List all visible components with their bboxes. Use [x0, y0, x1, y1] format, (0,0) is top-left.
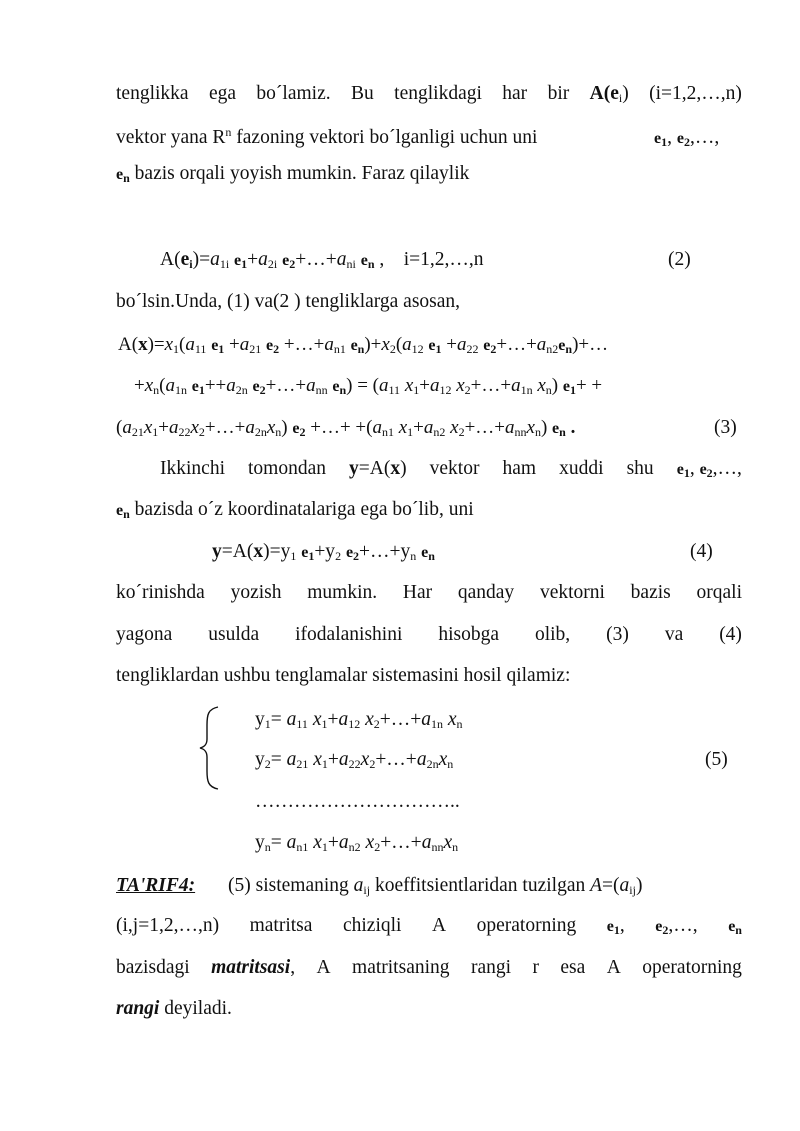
equation-number-5: (5)	[705, 749, 728, 770]
text: vektor yana R	[116, 127, 226, 148]
equation-number-4: (4)	[690, 541, 713, 562]
subscript: n	[123, 171, 130, 185]
equation-5-row4: $y_n= a_{n1}$ $x_1+a_{n2}$ $x_2+\dots+a_{nn}x_n$	[255, 832, 459, 854]
text: bazis orqali yoyish mumkin. Faraz qilaylik	[129, 163, 470, 184]
basis-vectors: $e_1$, $e_2,\dots$,	[654, 127, 720, 149]
word: tenglikka	[116, 83, 189, 104]
equation-5-row2: $y_2= a_{21}$ $x_1+a_{22}x_2+\dots+a_{2n}x_n$	[255, 749, 454, 771]
paragraph3-line3: tengliklardan ushbu tenglamalar sistemasini hosil qilamiz:	[116, 665, 571, 686]
term-matritsasi: matritsasi,	[211, 957, 296, 978]
equation-number-3: (3)	[714, 417, 737, 438]
definition-line1	[116, 874, 742, 898]
word: tenglikdagi	[394, 83, 482, 104]
intro-line: bo´lsin.Unda, (1) va(2 ) tengliklarga asosan,	[116, 291, 461, 312]
equation-3-line1: $A(x)=x_1(a_{11}$ $e_1 +a_{21}$ $e_2$ $+\dots+a_{n1}$ $e_n)+x_2(a_{12}$ $e_1 +a_{22}$ $e_2+\dots+a_{n2}e_n)+\dots$	[118, 334, 609, 356]
word: bo´lamiz.	[256, 83, 331, 104]
word: har	[502, 83, 528, 104]
word: bir	[547, 83, 570, 104]
definition-label: TA'RIF4:	[116, 875, 196, 896]
word: ega	[208, 83, 237, 104]
operator-a-ei: $A(e_i)$	[589, 83, 629, 105]
equation-4: $y=A(x)=y_1$ $e_1+y_2$ $e_2+\dots+y_n$ $e_n$	[212, 541, 435, 563]
term-rangi: rangi	[116, 998, 160, 1019]
definition-text: (5) sistemaning $a_{ij}$ koeffitsientlaridan tuzilgan $A=(a_{ij})$	[228, 875, 643, 897]
equation-2: $A(e_i)=a_{1i}$ $e_1+a_{2i}$ $e_2+\dots+a_{ni}$ $e_n$ , i=1,2,…,n	[160, 249, 484, 271]
equation-5-dots: …………………………..	[255, 791, 460, 812]
definition-line3: bazisdagi matritsasi, A matritsaning rangi r esa A operatorning	[116, 957, 742, 978]
basis-vectors: $e_1$, $e_2,\dots$,	[676, 458, 742, 480]
word: Bu	[351, 83, 374, 104]
left-brace-icon	[198, 705, 220, 791]
equation-number-2: (2)	[668, 249, 691, 270]
text: fazoning vektori bo´lganligi uchun uni	[231, 127, 538, 148]
basis-e2: $e_2,\dots$,	[655, 915, 698, 937]
paragraph2-line1: Ikkinchi tomondan y=A(x) vektor ham xuddi shu $e_1$, $e_2,\dots$,	[160, 458, 742, 480]
equation-3-line2: $+x_n(a_{1n}$ $e_1++a_{2n}$ $e_2+\dots+a_{nn}$ $e_n) = (a_{11}$ $x_1+a_{12}$ $x_2+\dots+a_{1n}$ $x_n$) $e_1+$ +	[134, 375, 603, 397]
superscript: n	[225, 125, 232, 139]
basis-en: $e_n$	[728, 918, 742, 937]
definition-line4	[116, 997, 742, 1021]
equation-5-row1: $y_1= a_{11}$ $x_1+a_{12}$ $x_2+\dots+a_{1n}$ $x_n$	[255, 709, 463, 731]
paragraph1-line1	[116, 82, 742, 106]
equation-3-line3: $(a_{21}x_1+a_{22}x_2+\dots+a_{2n}x_n)$ $e_2$ +…+ $+(a_{n1}$ $x_1+a_{n2}$ $x_2+\dots+a_{nn}x_n$) $e_n$ .	[116, 417, 576, 439]
word: (i=1,2,…,n)	[649, 83, 742, 104]
vector: e	[116, 166, 124, 183]
y-equals-ax: y=A(x)	[349, 458, 407, 479]
paragraph3-line2: yagona usulda ifodalanishini hisobga olib, (3) va (4)	[116, 624, 742, 645]
paragraph1-line3	[116, 162, 742, 187]
text: deyiladi.	[159, 998, 232, 1019]
paragraph3-line1: ko´rinishda yozish mumkin. Har qanday vektorni bazis orqali	[116, 582, 742, 603]
paragraph1-line2	[116, 126, 742, 150]
paragraph2-line2: $e_n$ bazisda o´z koordinatalariga ega bo´lib, uni	[116, 499, 474, 521]
definition-line2: (i,j=1,2,…,n) matritsa chiziqli A operatorning $e_1$, $e_2,\dots$, $e_n$	[116, 915, 742, 937]
basis-e1: $e_1$,	[606, 915, 625, 937]
